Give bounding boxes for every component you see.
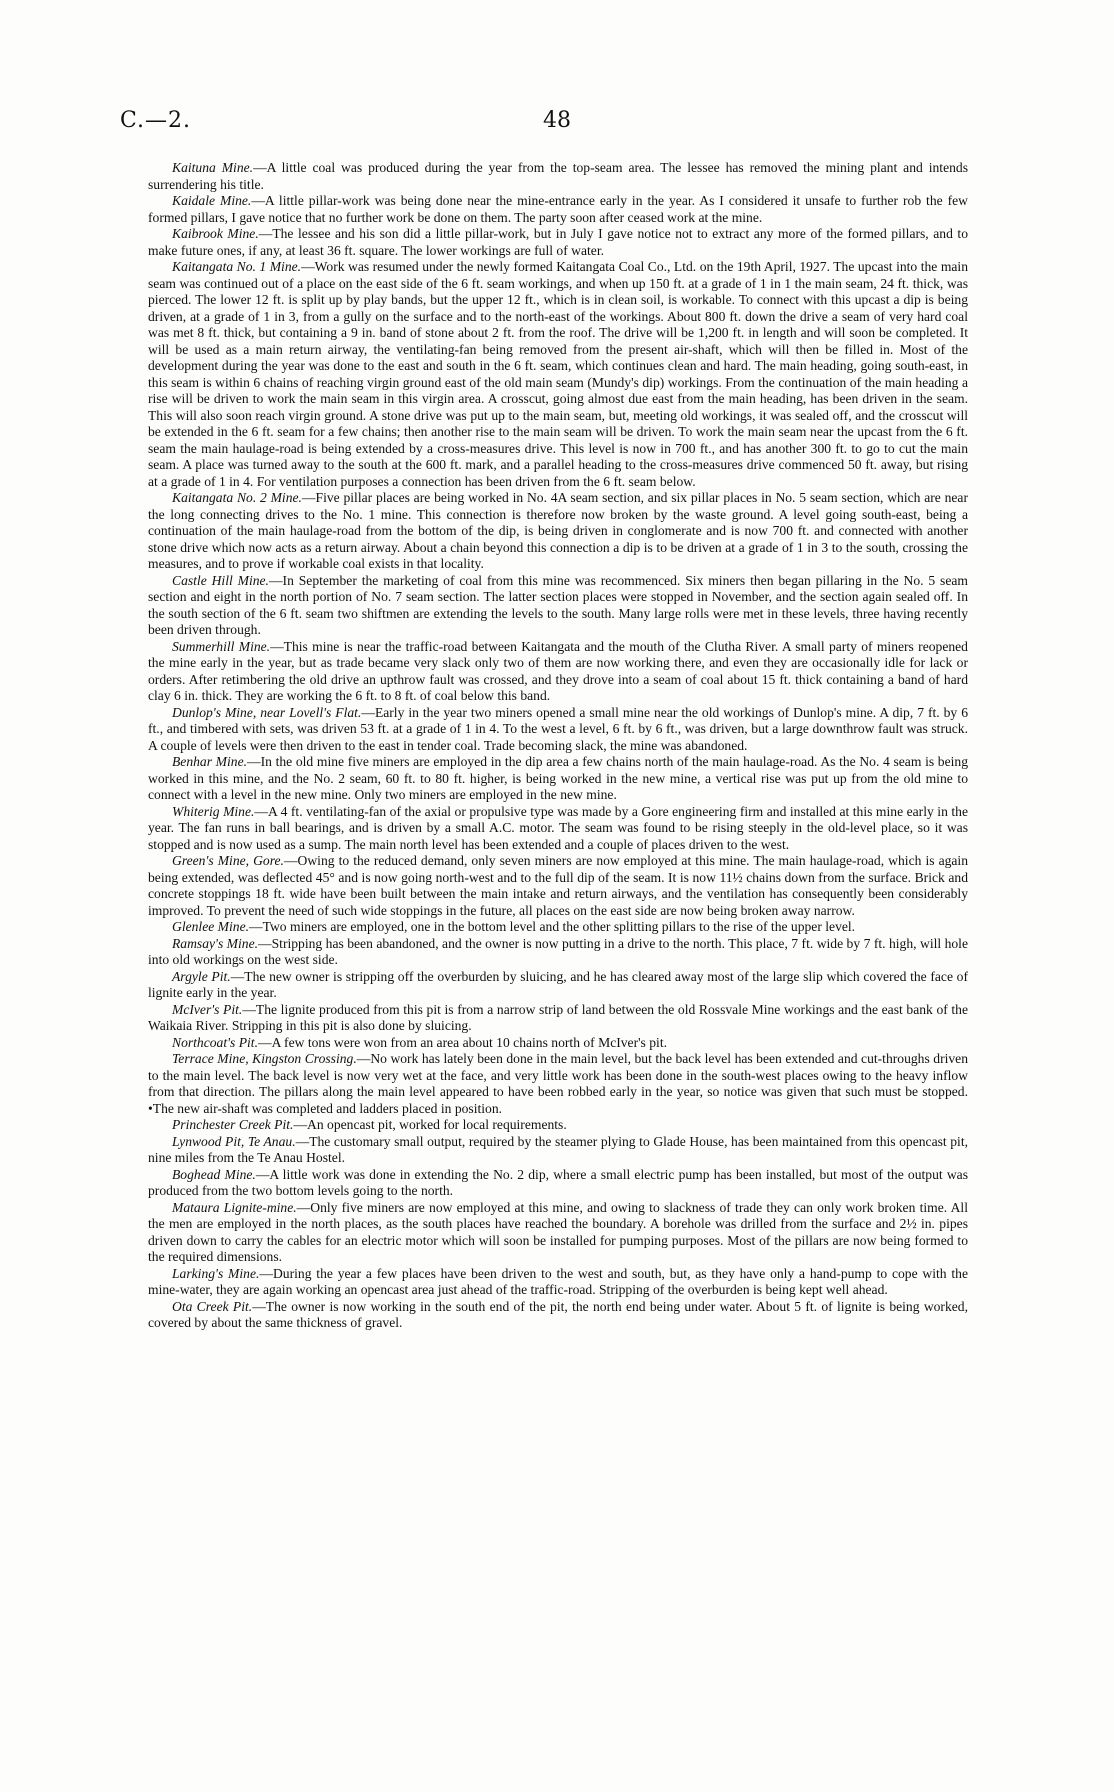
paragraph-text: —In the old mine five miners are employed in the dip area a few chains north of the main haulage-road. As the No. 4 seam is being worked in this mine, and the No. 2 seam, 60 ft. to 80 ft. higher, is being worked in the new mine, a vertical rise was put up from the old mine to connect with a level in the new mine. Only two miners are employed in the new mine. <box>148 754 968 802</box>
paragraph-title: Princhester Creek Pit. <box>172 1117 294 1132</box>
paragraph-ota-creek-pit <box>148 1299 968 1332</box>
paragraph-boghead-mine <box>148 1167 968 1200</box>
report-body <box>148 160 968 1332</box>
paragraph-title: Benhar Mine. <box>172 754 248 769</box>
paragraph-title: Kaitangata No. 2 Mine. <box>172 490 302 505</box>
paragraph-mataura-lignite-mine <box>148 1200 968 1266</box>
paragraph-title: Ota Creek Pit. <box>172 1298 253 1314</box>
paragraph-title: Kaidale Mine. <box>172 193 252 208</box>
paragraph-title: Whiterig Mine. <box>172 803 255 819</box>
paragraph-title: Larking's Mine. <box>172 1265 260 1281</box>
paragraph-text: —Two miners are employed, one in the bottom level and the other splitting pillars to the rise of the upper level. <box>249 919 856 934</box>
paragraph-title: Ramsay's Mine. <box>172 935 259 951</box>
paragraph-text: —A 4 ft. ventilating-fan of the axial or propulsive type was made by a Gore engineering firm and installed at this mine early in the year. The fan runs in ball bearings, and is driven by a small A.C. motor. The seam was found to be rising steeply in the old-level place, so it was stopped and is now used as a sump. The main north level has been extended and a couple of places driven to the west. <box>148 803 968 852</box>
paragraph-text: —A little work was done in extending the No. 2 dip, where a small electric pump has been installed, but most of the output was produced from the two bottom levels going to the north. <box>148 1166 968 1198</box>
paragraph-title: Argyle Pit. <box>172 968 231 984</box>
document-code: C.—2. <box>120 108 192 133</box>
paragraph-kaidale-mine <box>148 193 968 226</box>
paragraph-text: —The owner is now working in the south end of the pit, the north end being under water. About 5 ft. of lignite is being worked, covered by about the same thickness of gravel. <box>148 1298 968 1330</box>
paragraph-benhar-mine <box>148 754 968 804</box>
paragraph-title: Mataura Lignite-mine. <box>172 1199 297 1215</box>
paragraph-larkings-mine <box>148 1266 968 1299</box>
paragraph-title: Kaituna Mine. <box>172 160 254 175</box>
paragraph-text: —An opencast pit, worked for local requirements. <box>293 1117 567 1132</box>
paragraph-argyle-pit <box>148 969 968 1002</box>
paragraph-title: Kaibrook Mine. <box>172 226 259 241</box>
paragraph-text: —A little coal was produced during the year from the top-seam area. The lessee has removed the mining plant and intends surrendering his title. <box>148 160 968 192</box>
paragraph-text: —During the year a few places have been driven to the west and south, but, as they have only a hand-pump to cope with the mine-water, they are again working an opencast area just ahead of the traffic-road. Stripping of the overburden is being kept well ahead. <box>148 1265 968 1297</box>
paragraph-text: —In September the marketing of coal from this mine was recommenced. Six miners then began pillaring in the No. 5 seam section and eight in the north portion of No. 7 seam section. The latter section places were stopped in November, and the section again sealed off. In the south section of the 6 ft. seam two shiftmen are extending the levels to the south. Many large rolls were met in these levels, three having recently been driven through. <box>148 572 968 637</box>
paragraph-ramsays-mine <box>148 936 968 969</box>
paragraph-text: —The lessee and his son did a little pillar-work, but in July I gave notice not to extract any more of the formed pillars, and to make future ones, if any, at least 36 ft. square. The lower workings are full of water. <box>148 226 968 258</box>
paragraph-northcoats-pit <box>148 1035 968 1052</box>
paragraph-text: —Five pillar places are being worked in No. 4A seam section, and six pillar places in No. 5 seam section, which are near the long connecting drives to the No. 1 mine. This connection is therefore now broken by the waste ground. A level going south-east, being a continuation of the main haulage-road from the bottom of the dip, is being driven in conglomerate and is now 700 ft. and connected with another stone drive which now acts as a return airway. About a chain beyond this connection a dip is to be driven at a grade of 1 in 3 to the south, crossing the measures, and to prove if workable coal exists in that locality. <box>148 490 968 571</box>
paragraph-kaitangata-no1-mine <box>148 259 968 490</box>
paragraph-text: —Stripping has been abandoned, and the owner is now putting in a drive to the north. This place, 7 ft. wide by 7 ft. high, will hole into old workings on the west side. <box>148 935 968 967</box>
paragraph-title: Dunlop's Mine, near Lovell's Flat. <box>172 704 362 720</box>
paragraph-kaibrook-mine <box>148 226 968 259</box>
paragraph-text: —Owing to the reduced demand, only seven miners are now employed at this mine. The main haulage-road, which is again being extended, was deflected 45° and is now going north-west and to the full dip of the seam. It is now 11½ chains down from the surface. Brick and concrete stoppings 18 ft. wide have been built between the main intake and return airways, and the ventilation has consequently been considerably improved. To prevent the need of such wide stoppings in the future, all places on the east side are now being broken away narrow. <box>148 853 969 918</box>
paragraph-text: —The lignite produced from this pit is from a narrow strip of land between the old Rossvale Mine workings and the east bank of the Waikaia River. Stripping in this pit is also done by sluicing. <box>148 1001 969 1033</box>
paragraph-text: —Only five miners are now employed at this mine, and owing to slackness of trade they can only work broken time. All the men are employed in the north places, as the south places have reached the boundary. A borehole was drilled from the surface and 2½ in. pipes driven down to carry the cables for an electric motor which will soon be installed for pumping purposes. Most of the pillars are now being formed to the required dimensions. <box>148 1199 968 1264</box>
paragraph-text: —This mine is near the traffic-road between Kaitangata and the mouth of the Clutha River. A small party of miners reopened the mine early in the year, but as trade became very slack only two of them are now working there, and even they are occasionally idle for lack or orders. After retimbering the old drive an upthrow fault was crossed, and they drove into a seam of coal about 15 ft. thick containing a band of hard clay 6 in. thick. They are working the 6 ft. to 8 ft. of coal below this band. <box>148 638 968 703</box>
paragraph-title: Lynwood Pit, Te Anau. <box>172 1133 296 1149</box>
paragraph-castle-hill-mine <box>148 573 968 639</box>
paragraph-title: Glenlee Mine. <box>172 919 249 934</box>
paragraph-text: —Early in the year two miners opened a small mine near the old workings of Dunlop's mine. A dip, 7 ft. by 6 ft., and timbered with sets, was driven 53 ft. at a grade of 1 in 4. To the west a level, 6 ft. by 6 ft., was driven, but a large downthrow fault was struck. A couple of levels were then driven to the east in tender coal. Trade becoming slack, the mine was abandoned. <box>148 704 968 753</box>
paragraph-text: —The customary small output, required by the steamer plying to Glade House, has been maintained from this opencast pit, nine miles from the Te Anau Hostel. <box>148 1133 969 1165</box>
paragraph-title: McIver's Pit. <box>172 1001 243 1017</box>
paragraph-title: Castle Hill Mine. <box>172 572 269 588</box>
page-number: 48 <box>543 108 571 133</box>
paragraph-title: Summerhill Mine. <box>172 638 271 654</box>
paragraph-lynwood-pit <box>148 1134 968 1167</box>
page-header <box>120 108 994 138</box>
paragraph-kaitangata-no2-mine <box>148 490 968 573</box>
paragraph-title: Northcoat's Pit. <box>172 1034 258 1050</box>
paragraph-whiterig-mine <box>148 804 968 854</box>
paragraph-text: —Work was resumed under the newly formed Kaitangata Coal Co., Ltd. on the 19th April, 1927. The upcast into the main seam was continued out of a place on the east side of the 6 ft. seam workings, and when up 150 ft. at a grade of 1 in 1 the main seam, 24 ft. thick, was pierced. The lower 12 ft. is split up by play bands, but the upper 12 ft., which is in clean soil, is workable. To connect with this upcast a dip is being driven, at a grade of 1 in 3, from a gully on the surface and to the north-east of the workings. About 800 ft. down the drive a seam of very hard coal was met 8 ft. thick, but containing a 9 in. band of stone about 2 ft. from the roof. The drive will be 1,200 ft. in length and will soon be completed. It will be used as a main return airway, the ventilating-fan being removed from the present air-shaft, which will then be filled in. Most of the development during the year was done to the east and south in the 6 ft. seam, which continues clean and hard. The main heading, going south-east, in this seam is within 6 chains of reaching virgin ground east of the old main seam (Mundy's dip) workings. From the continuation of the main heading a rise will be driven to work the main seam in this virgin area. A crosscut, going almost due east from the main heading, has been driven in the seam. This will also soon reach virgin ground. A stone drive was put up to the main seam, but, meeting old workings, it was sealed off, and the crosscut will be extended in the 6 ft. seam for a few chains; then another rise to the main seam will be driven. To work the main seam near the upcast from the 6 ft. seam the main haulage-road is being extended by a cross-measures drive. This level is now in 700 ft., and has another 300 ft. to go to cut the main seam. A place was turned away to the south at the 600 ft. mark, and a parallel heading to the cross-measures drive commenced 50 ft. away, but rising at a grade of 1 in 4. For ventilation purposes a connection has been driven from the 6 ft. seam below. <box>148 259 969 489</box>
paragraph-dunlops-mine <box>148 705 968 755</box>
paragraph-kaituna-mine <box>148 160 968 193</box>
paragraph-text: —A few tons were won from an area about 10 chains north of McIver's pit. <box>257 1034 667 1050</box>
paragraph-summerhill-mine <box>148 639 968 705</box>
paragraph-terrace-mine <box>148 1051 968 1117</box>
paragraph-text: —No work has lately been done in the main level, but the back level has been extended and cut-throughs driven to the main level. The back level is now very wet at the face, and very little work has been done in the south-west places owing to the heavy inflow from that direction. The pillars along the main level appeared to have been robbed early in the year, so notice was given that such must be stopped. •The new air-shaft was completed and ladders placed in position. <box>148 1051 968 1116</box>
paragraph-princhester-creek-pit <box>148 1117 968 1134</box>
paragraph-title: Boghead Mine. <box>172 1166 256 1182</box>
paragraph-mcivers-pit <box>148 1002 968 1035</box>
paragraph-text: —A little pillar-work was being done near the mine-entrance early in the year. As I considered it unsafe to further rob the few formed pillars, I gave notice that no further work be done on them. The party soon after ceased work at the mine. <box>148 193 968 225</box>
paragraph-title: Green's Mine, Gore. <box>172 853 284 868</box>
paragraph-text: —The new owner is stripping off the overburden by sluicing, and he has cleared away most of the large slip which covered the face of lignite early in the year. <box>148 968 969 1000</box>
paragraph-glenlee-mine <box>148 919 968 936</box>
paragraph-title: Kaitangata No. 1 Mine. <box>172 259 302 274</box>
paragraph-title: Terrace Mine, Kingston Crossing. <box>172 1051 357 1066</box>
paragraph-greens-mine <box>148 853 968 919</box>
